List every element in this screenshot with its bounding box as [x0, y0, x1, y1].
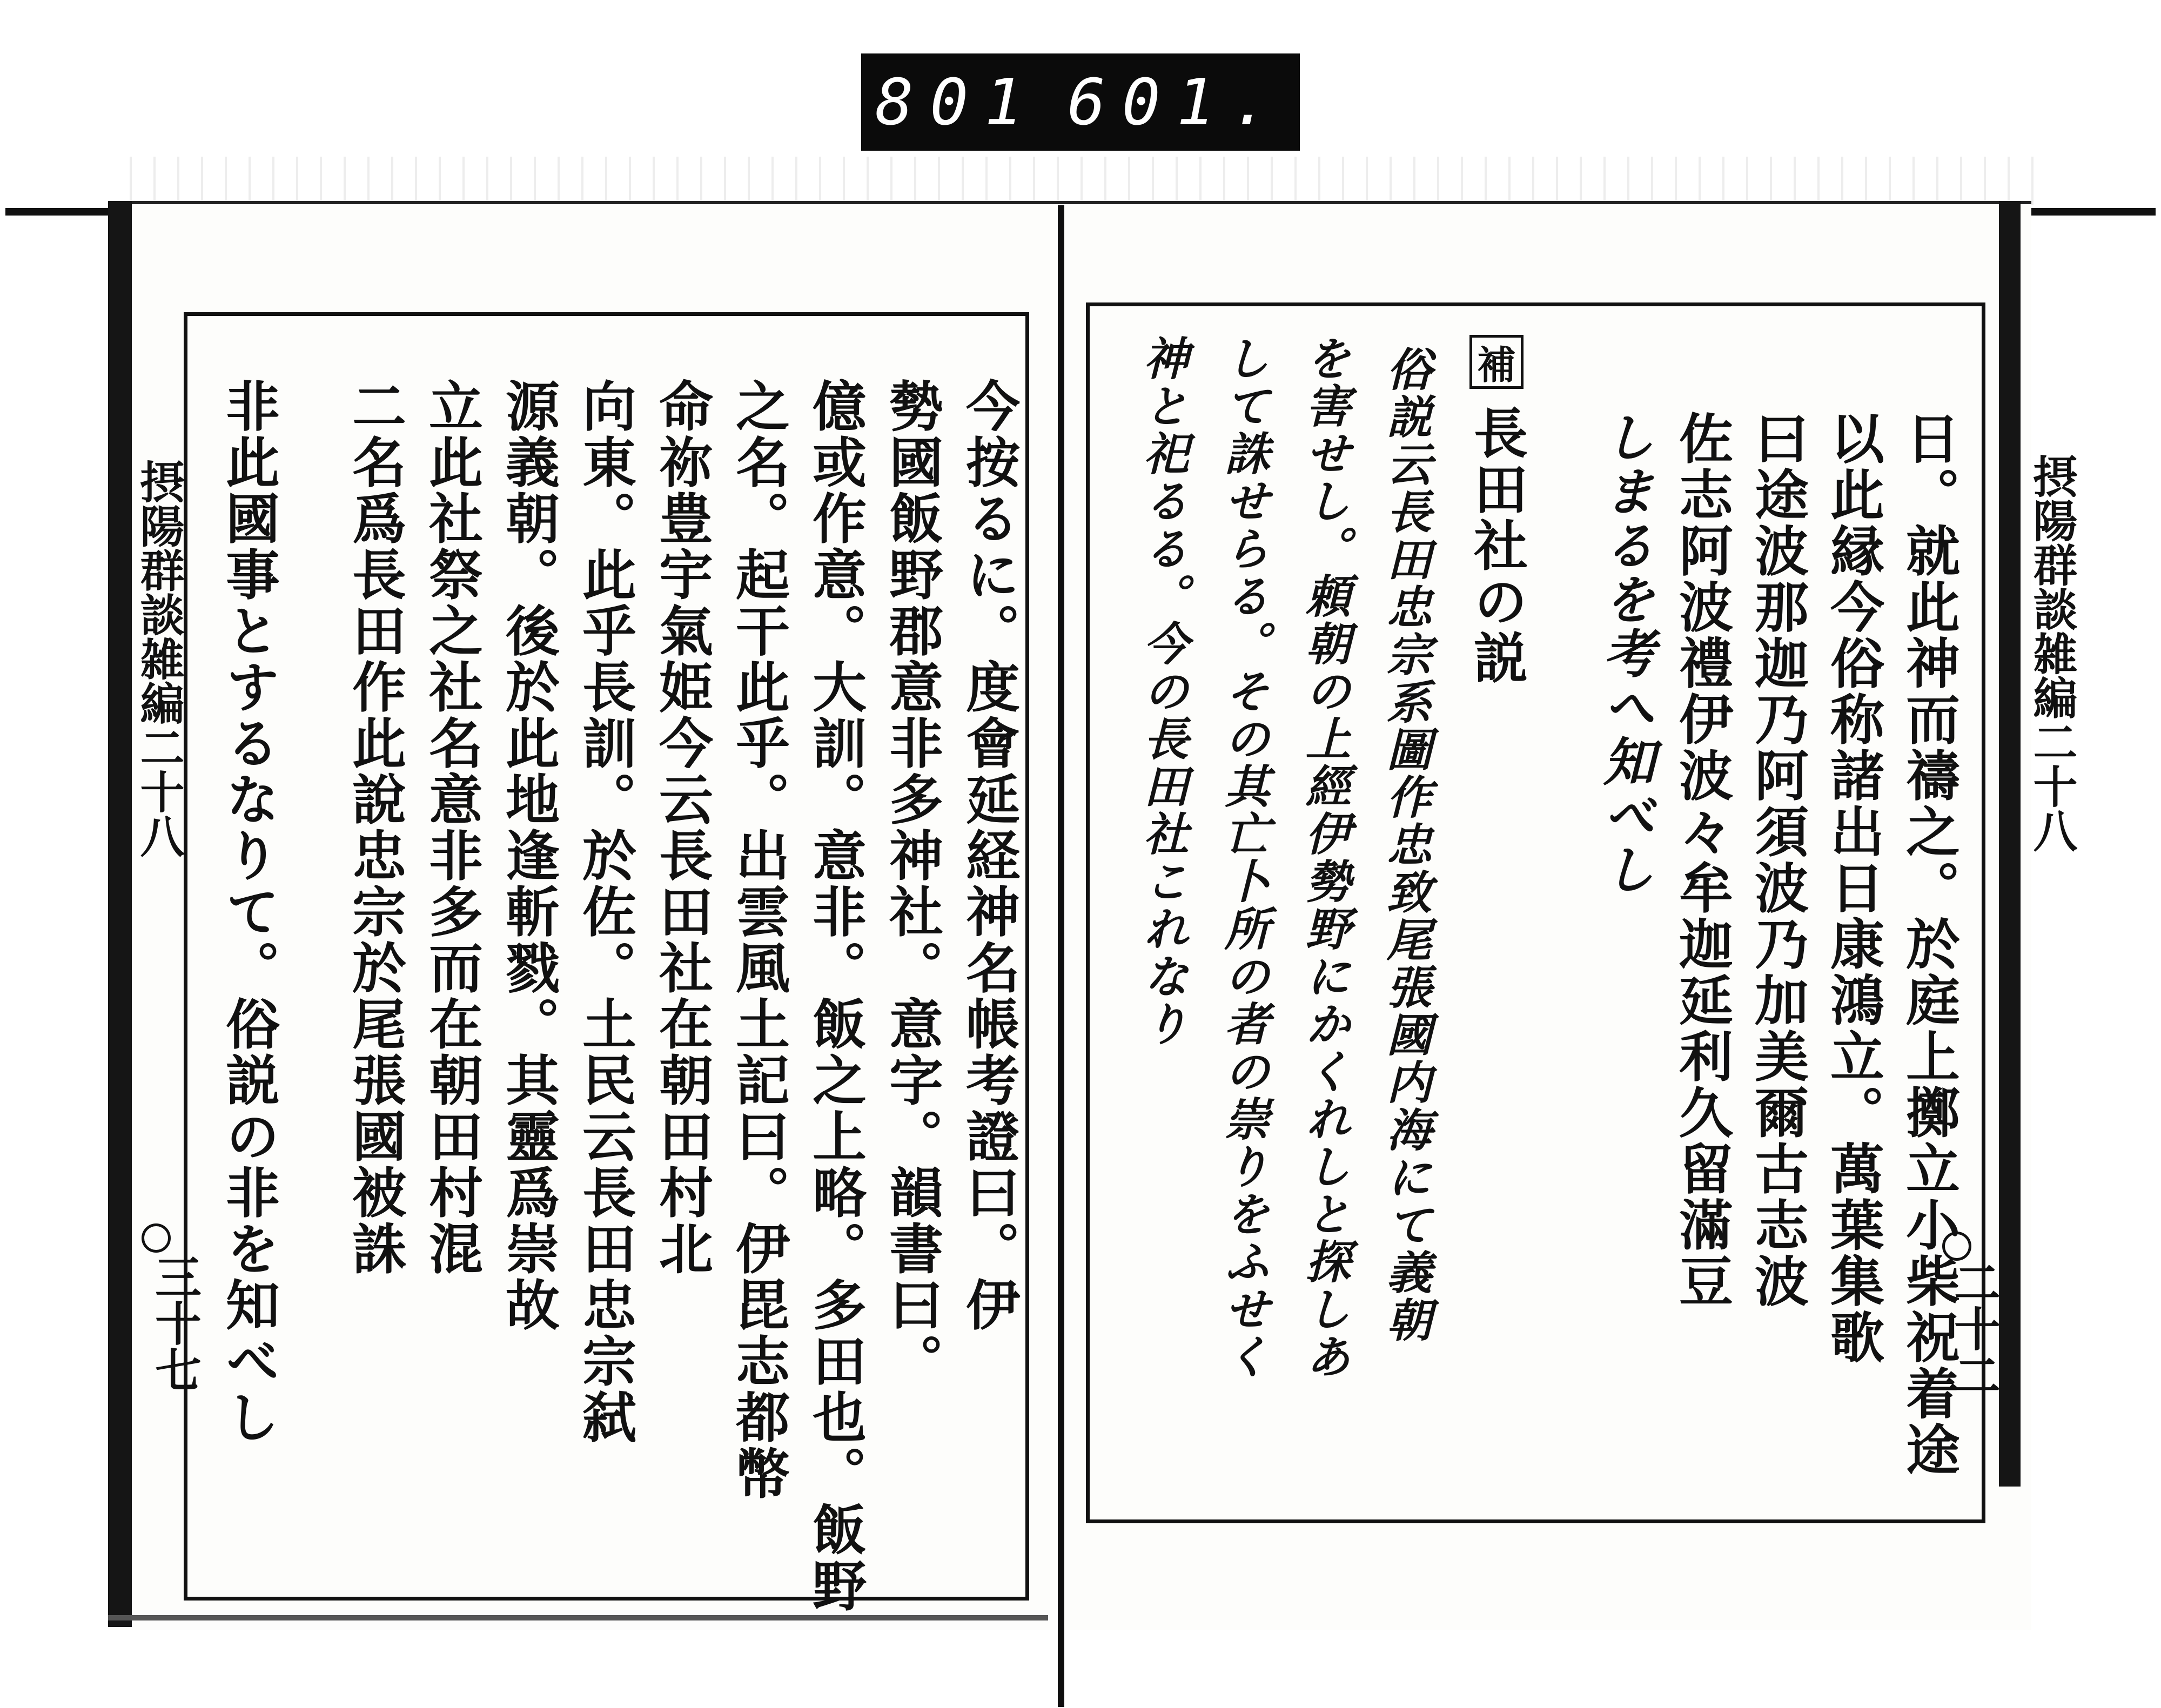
left-text-column: 源義朝。後於此地逢斬戮。其靈爲崇故: [496, 378, 560, 1333]
right-page-margin-title: 摂陽群談雑編二十八: [2026, 454, 2078, 852]
left-text-column: 億或作意。大訓。意非。飯之上略。多田也。飯野: [803, 378, 867, 1614]
left-text-column: 勢國飯野郡意非多神社。意字。韻書曰。: [880, 378, 944, 1389]
left-page-folio: 三十七: [147, 1253, 202, 1393]
book-gutter: [1058, 205, 1064, 1707]
frame-number-left: 801: [875, 65, 1039, 139]
scan-noise: [108, 157, 2053, 205]
right-text-column: 佐志阿波禮伊波々牟迦延利久留滿豆: [1670, 411, 1734, 1309]
left-text-column: 之名。起干此乎。出雲風土記曰。伊毘志都幣: [727, 378, 790, 1502]
right-text-column: 曰途波那迦乃阿須波乃加美爾古志波: [1746, 411, 1809, 1309]
right-text-column: を害せし。頼朝の上經伊勢野にかくれしと探しあ: [1298, 335, 1352, 1381]
frame-number-right: 601.: [1067, 65, 1286, 139]
frame-number-label: [861, 53, 1300, 151]
left-page-margin-title: 摂陽群談雑編二十八: [133, 459, 185, 858]
left-text-column: 非此國事とするなりて。俗説の非を知べし: [217, 378, 280, 1445]
section-heading: 長田社の説: [1465, 405, 1528, 686]
left-text-column: 向東。此乎長訓。於佐。土民云長田忠宗弑: [573, 378, 637, 1445]
left-text-column: 立此社祭之社名意非多而在朝田村混: [420, 378, 484, 1277]
right-page-folio: 二十二: [1946, 1259, 2001, 1398]
supplement-mark: 補: [1469, 335, 1524, 389]
right-text-column: して誅せらる。その其亡卜所の者の崇りをふせく: [1217, 335, 1271, 1381]
left-binding-hole-icon: [142, 1223, 171, 1253]
right-text-column: 日。就此神而禱之。於庭上擲立小柴祝着途: [1897, 411, 1961, 1478]
left-text-column: 命祢豊宇氣姫今云長田社在朝田村北: [650, 378, 714, 1277]
bottom-page-edge: [108, 1615, 1048, 1620]
left-text-column: 今按るに。度會延経神名帳考證曰。伊: [957, 378, 1021, 1333]
right-text-column: 俗説云長田忠宗系圖作忠致尾張國内海にて義朝: [1379, 346, 1433, 1344]
right-text-column: しまるを考へ知べし: [1595, 411, 1656, 897]
right-text-column: 神と祀るる。今の長田社これなり: [1136, 335, 1190, 1048]
left-book-edge: [108, 201, 132, 1627]
left-text-column: 二名爲長田作此說忠宗於尾張國被誅: [343, 378, 407, 1277]
right-text-column: 以此縁今俗称諸出日康鴻立。萬葉集歌: [1821, 411, 1885, 1366]
